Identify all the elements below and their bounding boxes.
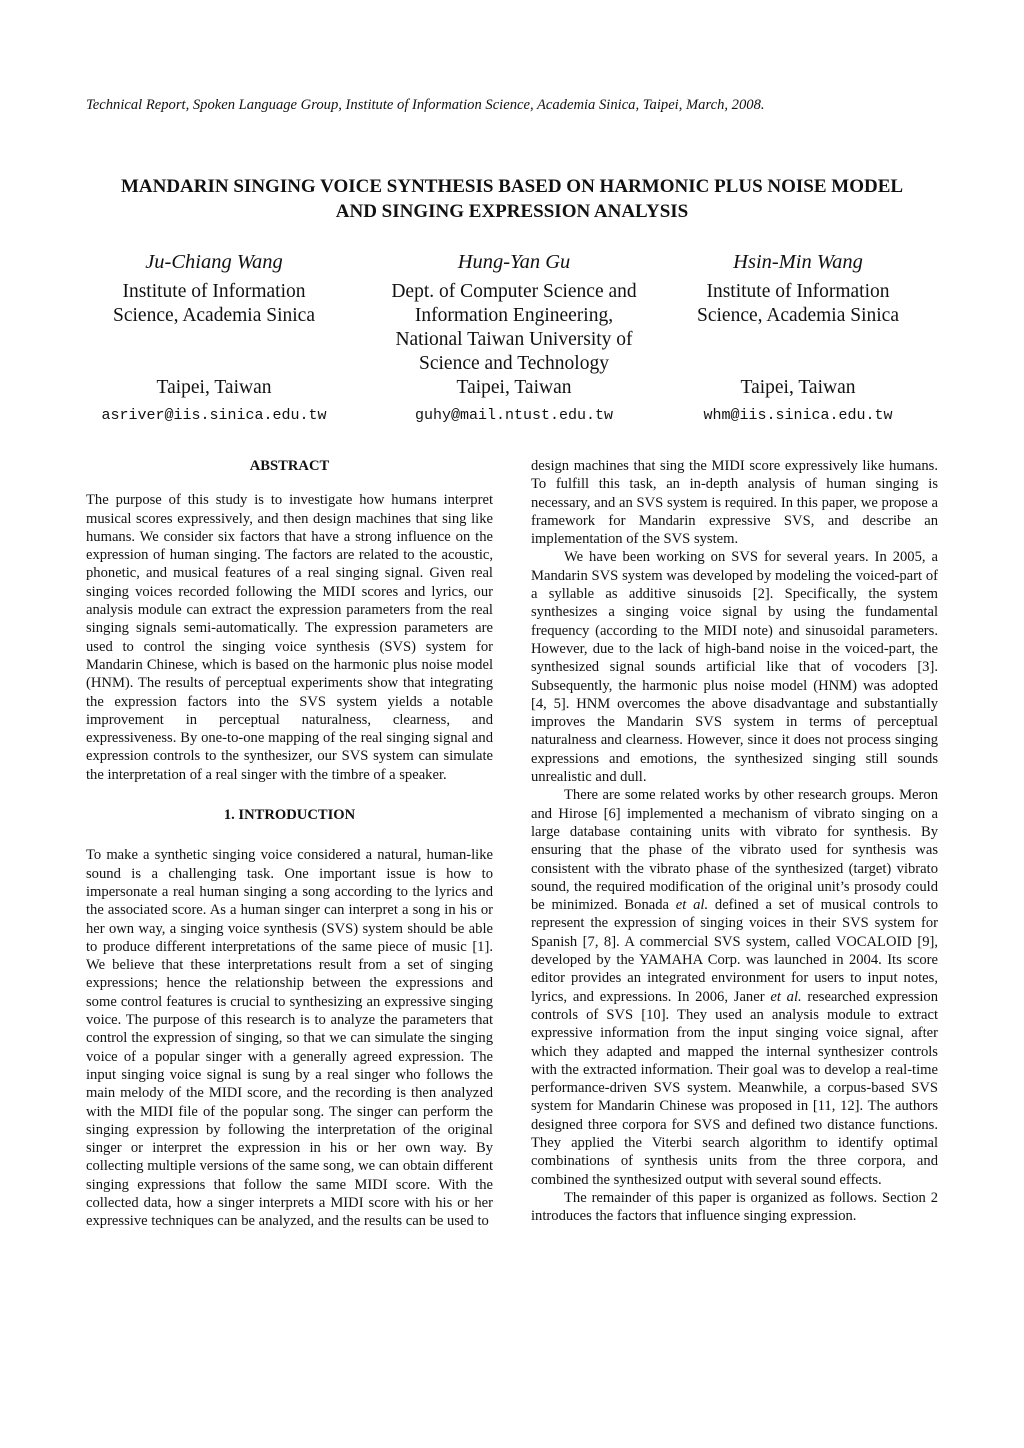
author-block-2 xyxy=(364,248,664,424)
author-affiliation: Institute of Information xyxy=(122,281,306,302)
author-city: Taipei, Taiwan xyxy=(740,377,856,398)
intro-paragraph-3 xyxy=(531,786,938,1189)
author-affiliation: Science, Academia Sinica xyxy=(697,305,899,326)
abstract-heading: ABSTRACT xyxy=(249,458,330,474)
author-affiliation: Information Engineering, xyxy=(414,305,614,326)
etal-italic: et al. xyxy=(675,897,709,914)
intro-paragraph-4: The remainder of this paper is organized as follows. Section 2 introduces the factors that influence singing expression. xyxy=(531,1189,938,1225)
right-column xyxy=(531,457,938,1225)
author-affiliation: Science and Technology xyxy=(419,353,609,374)
author-name: Hung-Yan Gu xyxy=(457,251,571,273)
report-header-note: Technical Report, Spoken Language Group, Institute of Information Science, Academia Sinica, Taipei, March, 2008. xyxy=(86,97,765,113)
author-affiliation: Dept. of Computer Science and xyxy=(391,281,637,302)
intro-paragraph-1: To make a synthetic singing voice considered a natural, human-like sound is a challenging task. One important issue is how to impersonate a real human singing a song according to the lyrics and the associated score. As a human singer can interpret a song in his or her own way, a singing voice synthesis (SVS) system should be able to produce different interpretations of the same piece of music [1]. We believe that these interpretations result from a set of singing expressions; hence the relationship between the expressions and some control features is crucial to synthesizing an expressive singing voice. The purpose of this research is to analyze the parameters that control the expression of singing, so that we can simulate the singing voice of a popular singer with a generally agreed expression. The input singing voice signal is sung by a real singer who follows the main melody of the MIDI score, and the recording is then analyzed with the MIDI file of the popular song. The singer can perform the singing expression by following the interpretation of the original singer or interpret the expression in his or her own way. By collecting multiple versions of the same song, we can obtain different singing expressions that follow the same MIDI score. With the collected data, how a singer interprets a MIDI score with his or her expressive techniques can be analyzed, and the results can be used to xyxy=(86,847,493,1230)
author-affiliation: National Taiwan University of xyxy=(395,329,633,350)
author-email: asriver@iis.sinica.edu.tw xyxy=(101,407,327,424)
author-email: whm@iis.sinica.edu.tw xyxy=(703,407,893,424)
text-span: researched expression controls of SVS [10]. They used an analysis module to extract expressive information from the input singing voice signal, after which they adapted and mapped the internal synthesizer controls with the extracted information. Their goal was to develop a real-time performance-driven SVS system. Meanwhile, a corpus-based SVS system for Mandarin Chinese was proposed in [11, 12]. The authors designed three corpora for SVS and defined two distance functions. They applied the Viterbi search algorithm to identify optimal combinations of synthesis units from the three corpora, and combined the synthesized output with several sound effects. xyxy=(531,988,939,1188)
author-block-1 xyxy=(64,248,364,424)
author-name: Ju-Chiang Wang xyxy=(145,251,283,273)
intro-paragraph-1-cont: design machines that sing the MIDI score expressively like humans. To fulfill this task, an in-depth analysis of human singing is necessary, and an SVS system is required. In this paper, we propose a framework for Mandarin expressive SVS, and describe an implementation of the SVS system. xyxy=(531,458,938,548)
paper-title xyxy=(60,174,964,224)
author-name: Hsin-Min Wang xyxy=(733,251,863,273)
author-city: Taipei, Taiwan xyxy=(156,377,272,398)
left-column xyxy=(86,457,493,1231)
author-city: Taipei, Taiwan xyxy=(456,377,572,398)
text-span: defined a set of musical controls to represent the expression of singing voices in their SVS system for Spanish [7, 8]. A commercial SVS system, called VOCALOID [9], developed by the YAMAHA Corp. was launched in 2004. Its score editor provides an integrated environment for users to input notes, lyrics, and expressions. In 2006, Janer xyxy=(531,897,938,1005)
author-affiliation: Science, Academia Sinica xyxy=(113,305,315,326)
title-line-1: MANDARIN SINGING VOICE SYNTHESIS BASED ON HARMONIC PLUS NOISE MODEL xyxy=(120,176,904,197)
intro-paragraph-2: We have been working on SVS for several years. In 2005, a Mandarin SVS system was developed by modeling the voiced-part of a syllable as additive sinusoids [2]. Specifically, the system synthesizes a singing voice signal by using the fundamental frequency (according to the MIDI note) and sinusoidal parameters. However, due to the lack of high-band noise in the voiced-part, the synthesized signal sounds artificial like that of vocoders [3]. Subsequently, the harmonic plus noise model (HNM) was adopted [4, 5]. HNM overcomes the above disadvantage and substantially improves the Mandarin SVS system in terms of perceptual naturalness and clearness. However, since it does not process singing expressions and emotions, the synthesized singing still sounds unrealistic and dull. xyxy=(531,549,938,786)
title-line-2: AND SINGING EXPRESSION ANALYSIS xyxy=(335,201,689,222)
author-email: guhy@mail.ntust.edu.tw xyxy=(414,407,614,424)
abstract-text: The purpose of this study is to investigate how humans interpret musical scores expressively, and then design machines that sing like humans. We consider six factors that have a strong influence on the expression of human singing. The factors are related to the acoustic, phonetic, and musical features of a real singing signal. Given real singing voices recorded following the MIDI scores and lyrics, our analysis module can extract the expression parameters from the real singing signals semi-automatically. The expression parameters are used to control the singing voice synthesis (SVS) system for Mandarin Chinese, which is based on the harmonic plus noise model (HNM). The results of perceptual experiments show that integrating the expression factors into the SVS system yields a notable improvement in perceptual naturalness, clearness, and expressiveness. By one-to-one mapping of the real singing signal and expression controls to the synthesizer, our SVS system can simulate the interpretation of a real singer with the timbre of a speaker. xyxy=(86,492,493,783)
text-span: There are some related works by other research groups. Meron and Hirose [6] implemented a mechanism of vibrato singing on a large database containing units with vibrato for synthesis. By ensuring that the phase of the vibrato used for synthesis was consistent with the vibrato phase of the synthesized (target) vibrato sound, the required modification of the original unit’s prosody could be minimized. Bonada xyxy=(531,787,938,914)
etal-italic: et al. xyxy=(770,988,802,1005)
author-affiliation: Institute of Information xyxy=(706,281,890,302)
author-block-3 xyxy=(648,248,948,424)
introduction-heading: 1. INTRODUCTION xyxy=(223,807,356,824)
